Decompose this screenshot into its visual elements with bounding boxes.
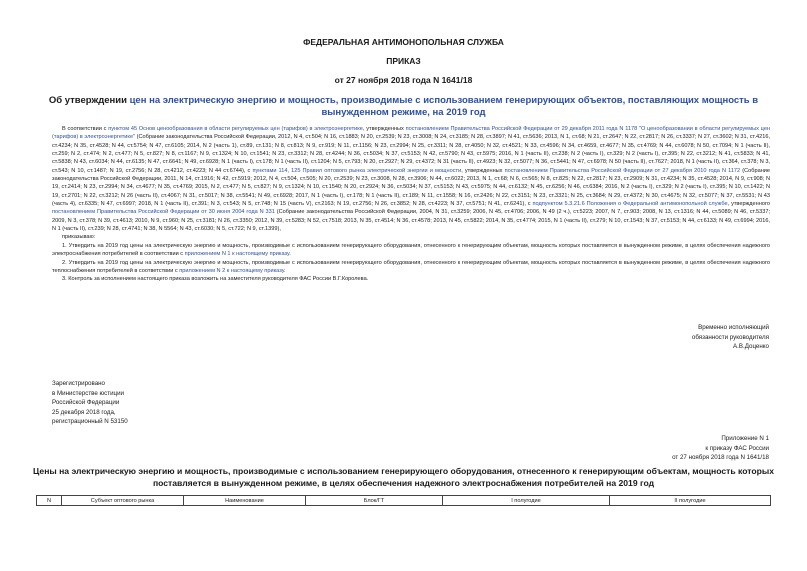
title-prefix: Об утверждении bbox=[48, 95, 130, 106]
link-basis-pricing[interactable]: пунктом 45 Основ ценообразования в области регулируемых цен (тарифов) в электроэнергетике bbox=[108, 126, 363, 132]
text: . bbox=[289, 251, 291, 258]
text: , утвержденных bbox=[362, 126, 406, 132]
table-header-cell: Наименование bbox=[184, 496, 306, 506]
registration-line: в Министерстве юстиции bbox=[52, 389, 125, 397]
title-link[interactable]: цен на электрическую энергию и мощность, производимые с использованием генерирующих объектов, поставляющих мощность в вынужденном режиме, на 2019 год bbox=[129, 95, 759, 118]
order-date-number: от 27 ноября 2018 года N 1641/18 bbox=[334, 75, 473, 85]
text: , утвержденных bbox=[461, 167, 505, 174]
text: (Собрание законодательства Российской Федерации, 2004, N 31, ст.3259; 2006, N 45, ст.4706; 2006, N 49 (2 ч.), ст.5223; 2007, N 7, ст.903; 2008, N 13, ст.1316; N 44, ст.5089; N 46, ст.5337; 2009, N 3, ст.378; N 39, ст.4613; 2010, N 9, ст.960; N 25, ст.3181; N 26, ст.3350; 2012, N 39, ст.5283; N 52, ст.7518; 2013, N 35, ст.4514; N 36, ст.4578; 2013, N 45, ст.5822; 2014, N 35, ст.4774; 2015, N 1 (часть II), ст.279; N 10, ст.1543; N 37, ст.5153; N 44, ст.6133; N 49, ст.6994; 2016, N 1 (часть II), ст.239; N 28, ст.4741; N 38, N 5564; N 43, ст.6030; N 5, ст.722; N 9, ст.1399), bbox=[52, 209, 771, 233]
table-header-cell: Субъект оптового рынка bbox=[62, 496, 184, 506]
link-resolution-1172[interactable]: постановлением Правительства Российской Федерации от 27 декабря 2010 года N 1172 bbox=[504, 167, 741, 174]
signature-block bbox=[692, 323, 769, 352]
annex-header bbox=[672, 434, 769, 463]
registration-line: 25 декабря 2018 года, bbox=[52, 408, 116, 416]
text: В соответствии с bbox=[62, 126, 109, 132]
table-header-cell: I полугодие bbox=[443, 496, 610, 506]
link-annex-2[interactable]: приложением N 2 к настоящему приказу bbox=[179, 267, 284, 274]
signature-name: А.В.Доценко bbox=[733, 343, 769, 350]
item-1 bbox=[52, 242, 770, 259]
document-type: ПРИКАЗ bbox=[386, 56, 421, 66]
preamble-paragraph bbox=[52, 125, 770, 233]
text: , утвержденного bbox=[727, 201, 770, 208]
link-resolution-1178[interactable]: постановлением Правительства Российской Федерации от 29 декабря 2011 года N 1178 "О ценообразовании в области регулируемых цен (тарифов) в электроэнергетике" bbox=[52, 126, 771, 141]
item-2 bbox=[52, 259, 770, 276]
table-header-cell: N bbox=[37, 496, 62, 506]
order-body bbox=[52, 125, 770, 284]
signature-line: Временно исполняющий bbox=[698, 324, 769, 331]
agency-name: ФЕДЕРАЛЬНАЯ АНТИМОНОПОЛЬНАЯ СЛУЖБА bbox=[303, 37, 504, 47]
table-header-row bbox=[37, 496, 771, 506]
link-market-rules[interactable]: пунктами 114, 125 Правил оптового рынка электрической энергии и мощности bbox=[252, 167, 462, 174]
order-word: приказываю: bbox=[62, 234, 96, 241]
text: 2. Утвердить на 2019 год цены на электрическую энергию и мощность, производимые с использованием генерирующего оборудования, отнесенного к генерирующим объектам, мощность которых поставляется в вынужденном режиме, в целях обеспечения надежного теплоснабжения потребителей в соответствии с bbox=[52, 259, 770, 274]
registration-line: Российской Федерации bbox=[52, 399, 120, 407]
annex-number: Приложение N 1 bbox=[721, 435, 769, 442]
link-annex-1[interactable]: приложением N 1 к настоящему приказу bbox=[184, 251, 290, 258]
annex-ref: к приказу ФАС России bbox=[705, 444, 769, 452]
link-fas-regulation[interactable]: подпунктом 5.3.21.6 Положения о Федеральной антимонопольной службе bbox=[532, 201, 728, 208]
text: . bbox=[283, 267, 286, 274]
link-resolution-331[interactable]: постановлением Правительства Российской Федерации от 30 июня 2004 года N 331 bbox=[52, 209, 275, 216]
annex-date: от 27 ноября 2018 года N 1641/18 bbox=[672, 454, 769, 461]
order-title bbox=[40, 95, 767, 119]
table-header-cell: II полугодие bbox=[610, 496, 771, 506]
signature-line: обязанности руководителя bbox=[691, 333, 769, 341]
registration-line: регистрационный N 53150 bbox=[52, 418, 128, 426]
text: (Собрание законодательства Российской Федерации, 2011, N 14, ст.1916; N 42, ст.5919; 2012, N 4, ст.504, ст.505; N 20, ст.2539; N 23, ст.3008, N 28, ст.3906; N 44, ст.6022; 2013, N 1, ст.68; N 6, ст.565; N 8, ст.825; N 22, ст.2817; N 23, ст.2909; N 31, ст.4234; N 35, ст.4528; 2014, N 9, ст.908; N 19, ст.2414; N 23, ст.2994; N 34, ст.4677; N 35, ст.4769; 2015, N 2, ст.477; N 5, ст.827; N 9, ст.1324; N 10, ст.1540; N 20, ст.2924; N 36, ст.5034; N 37, ст.5153; N 43, ст.5975; N 44, ст.6132; N 45, ст.6256; N 46, ст.6384; 2016, N 2 (часть I), ст.329; N 2 (часть I), ст.395; N 10, ст.1422; N 19, ст.2701; N 22, ст.3212; N 26 (часть II), ст.4067; N 31, ст.5017; N 38, ст.5541; N 49, ст.6928; 2017, N 1 (часть I), ст.178; N 1 (часть II), ст.189; N 11, ст.1558; N 16, ст.2426; N 22, ст.3151; N 23, ст.3321; N 25, ст.3684; N 29, ст.4372; N 30, ст.4675; N 32, ст.5077; N 37, ст.5531; N 43 (часть 4), ст.6335; N 47, ст.6997; 2018, N 1 (часть II), ст.391; N 3, ст.543; N 5, ст.748; N 15 (часть V), ст.2163; N 19, ст.2756; N 26, ст.3852; N 28, ст.4223; N 37, ст.5751; N 41, ст.6241), с bbox=[52, 167, 771, 208]
text: 1. Утвердить на 2019 год цены на электрическую энергию и мощность, производимые с использованием генерирующего оборудования, отнесенного к генерирующим объектам, мощность которых поставляется в вынужденном режиме, в целях обеспечения надежного электроснабжения потребителей в соответствии с bbox=[52, 242, 770, 258]
table-header-cell: Блок/ГТ bbox=[306, 496, 443, 506]
prices-table bbox=[36, 495, 771, 506]
item-3: 3. Контроль за исполнением настоящего приказа возложить на заместителя руководителя ФАС России В.Г.Королева. bbox=[62, 276, 369, 283]
text: (Собрание законодательства Российской Федерации, 2012, N 4, ст.504; N 16, ст.1883; N 20, ст.2539; N 23, ст.3008; N 24, ст.3185; N 28, ст.3897; N 41, ст.5636; 2013, N 1, ст.68; N 21, ст.2647; N 22, ст.2817; N 26, ст.3337; N 27, ст.3602; N 31, ст.4216, ст.4234; N 35, ст.4528; N 44, ст.5754; N 47, ст.6105; 2014, N 2 (часть 1), ст.89, ст.131; N 8, ст.813; N 9, ст.919; N 11, ст.1156; N 23, ст.2994; N 25, ст.3311; N 28, ст.4050; N 32, ст.4521; N 33, ст.4596; N 34, ст.4659, ст.4677; N 35, ст.4769; N 44, ст.6078; N 50, ст.7094; N 1 (часть II), ст.259; N 2, ст.474; N 2, ст.477; N 5, ст.827; N 8, ст.1167; N 9, ст.1324; N 10, ст.1541; N 23, ст.3312; N 28, ст.4244; N 36, ст.5034; N 37, ст.5153; N 42, ст.5790; N 43, ст.5975; 2016, N 1 (часть II), ст.238; N 2 (часть I), ст.329; N 2 (часть I), ст.395; N 22, ст.3212; N 41, ст.5833; N 41, ст.5838; N 43, ст.6034; N 44, ст.6135; N 47, ст.6641; N 49, ст.6928; N 1 (часть I), ст.178; N 1 (часть II), ст.1204; N 5, ст.793; N 20, ст.2927; N 29, ст.4372; N 31 (часть II), ст.4923; N 32, ст.5077; N 36, ст.5441; N 47, ст.6978; N 50 (часть II), ст.7627; 2018, N 1 (часть II), ст.364, ст.378; N 3, ст.543; N 10, ст.1487; N 19, ст.2756; N 28, ст.4212, ст.4223; N 44 ст.6744), с bbox=[52, 134, 770, 174]
annex-title: Цены на электрическую энергию и мощность, производимые с использованием генерирующего оборудования, отнесенного к генерирующим объектам, мощность которых поставляется в вынужденном режиме, в целях обеспечения надежного электроснабжения потребителей на 2019 год bbox=[33, 466, 774, 488]
registration-line: Зарегистрировано bbox=[52, 380, 105, 387]
registration-block bbox=[52, 379, 128, 427]
